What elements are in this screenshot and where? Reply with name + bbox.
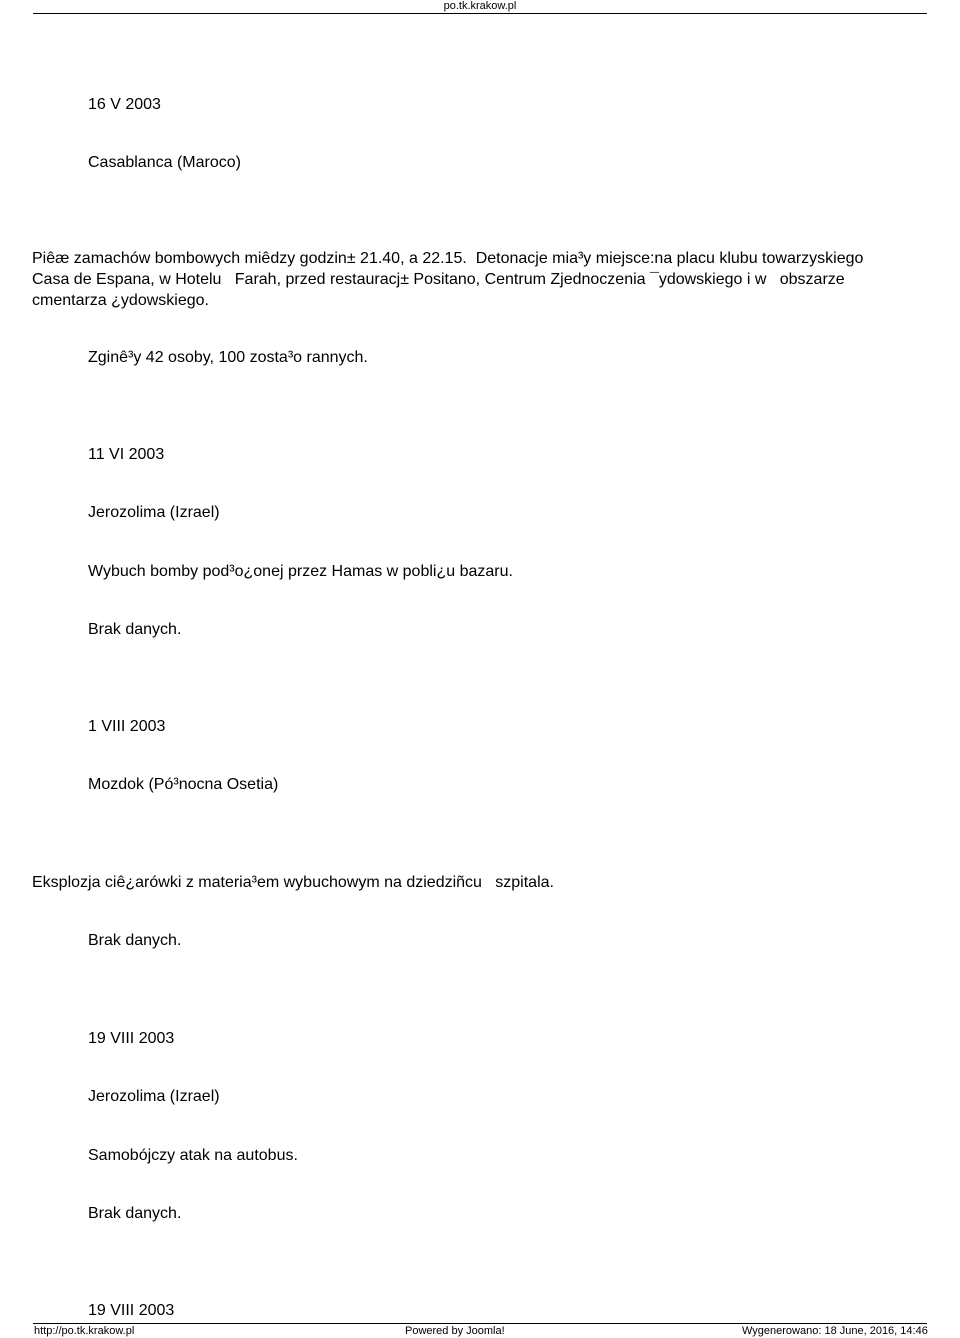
- footer-url: http://po.tk.krakow.pl: [34, 1325, 135, 1337]
- entry-date: 1 VIII 2003: [88, 718, 166, 735]
- page-header-site: po.tk.krakow.pl: [443, 0, 517, 12]
- entry-date: 19 VIII 2003: [88, 1030, 175, 1047]
- entry-place: Casablanca (Maroco): [88, 154, 241, 171]
- entry-description: Eksplozja ciê¿arówki z materia³em wybuchowym na dziedziñcu szpitala.: [32, 874, 554, 891]
- entry-description: Wybuch bomby pod³o¿onej przez Hamas w pobli¿u bazaru.: [88, 563, 513, 580]
- header-rule: [33, 13, 927, 14]
- footer-rule: [33, 1323, 927, 1324]
- entry-description-line: cmentarza ¿ydowskiego.: [32, 292, 209, 309]
- entry-casualties: Brak danych.: [88, 1205, 182, 1222]
- footer-generated: Wygenerowano: 18 June, 2016, 14:46: [742, 1325, 928, 1337]
- entry-casualties: Zginê³y 42 osoby, 100 zosta³o rannych.: [88, 349, 368, 366]
- entry-place: Mozdok (Pó³nocna Osetia): [88, 776, 279, 793]
- entry-description-line: Casa de Espana, w Hotelu Farah, przed restauracj± Positano, Centrum Zjednoczenia ¯ydowskiego i w obszarze: [32, 271, 845, 288]
- entry-casualties: Brak danych.: [88, 621, 182, 638]
- entry-description: Samobójczy atak na autobus.: [88, 1147, 298, 1164]
- entry-date: 19 VIII 2003: [88, 1302, 175, 1319]
- footer-powered: Powered by Joomla!: [405, 1325, 505, 1337]
- entry-casualties: Brak danych.: [88, 932, 182, 949]
- entry-place: Jerozolima (Izrael): [88, 504, 220, 521]
- entry-date: 16 V 2003: [88, 96, 161, 113]
- entry-description-line: Piêæ zamachów bombowych miêdzy godzin± 21.40, a 22.15. Detonacje mia³y miejsce:na placu klubu towarzyskiego: [32, 250, 864, 267]
- entry-place: Jerozolima (Izrael): [88, 1088, 220, 1105]
- entry-date: 11 VI 2003: [88, 446, 165, 463]
- entry-description: [32, 248, 932, 311]
